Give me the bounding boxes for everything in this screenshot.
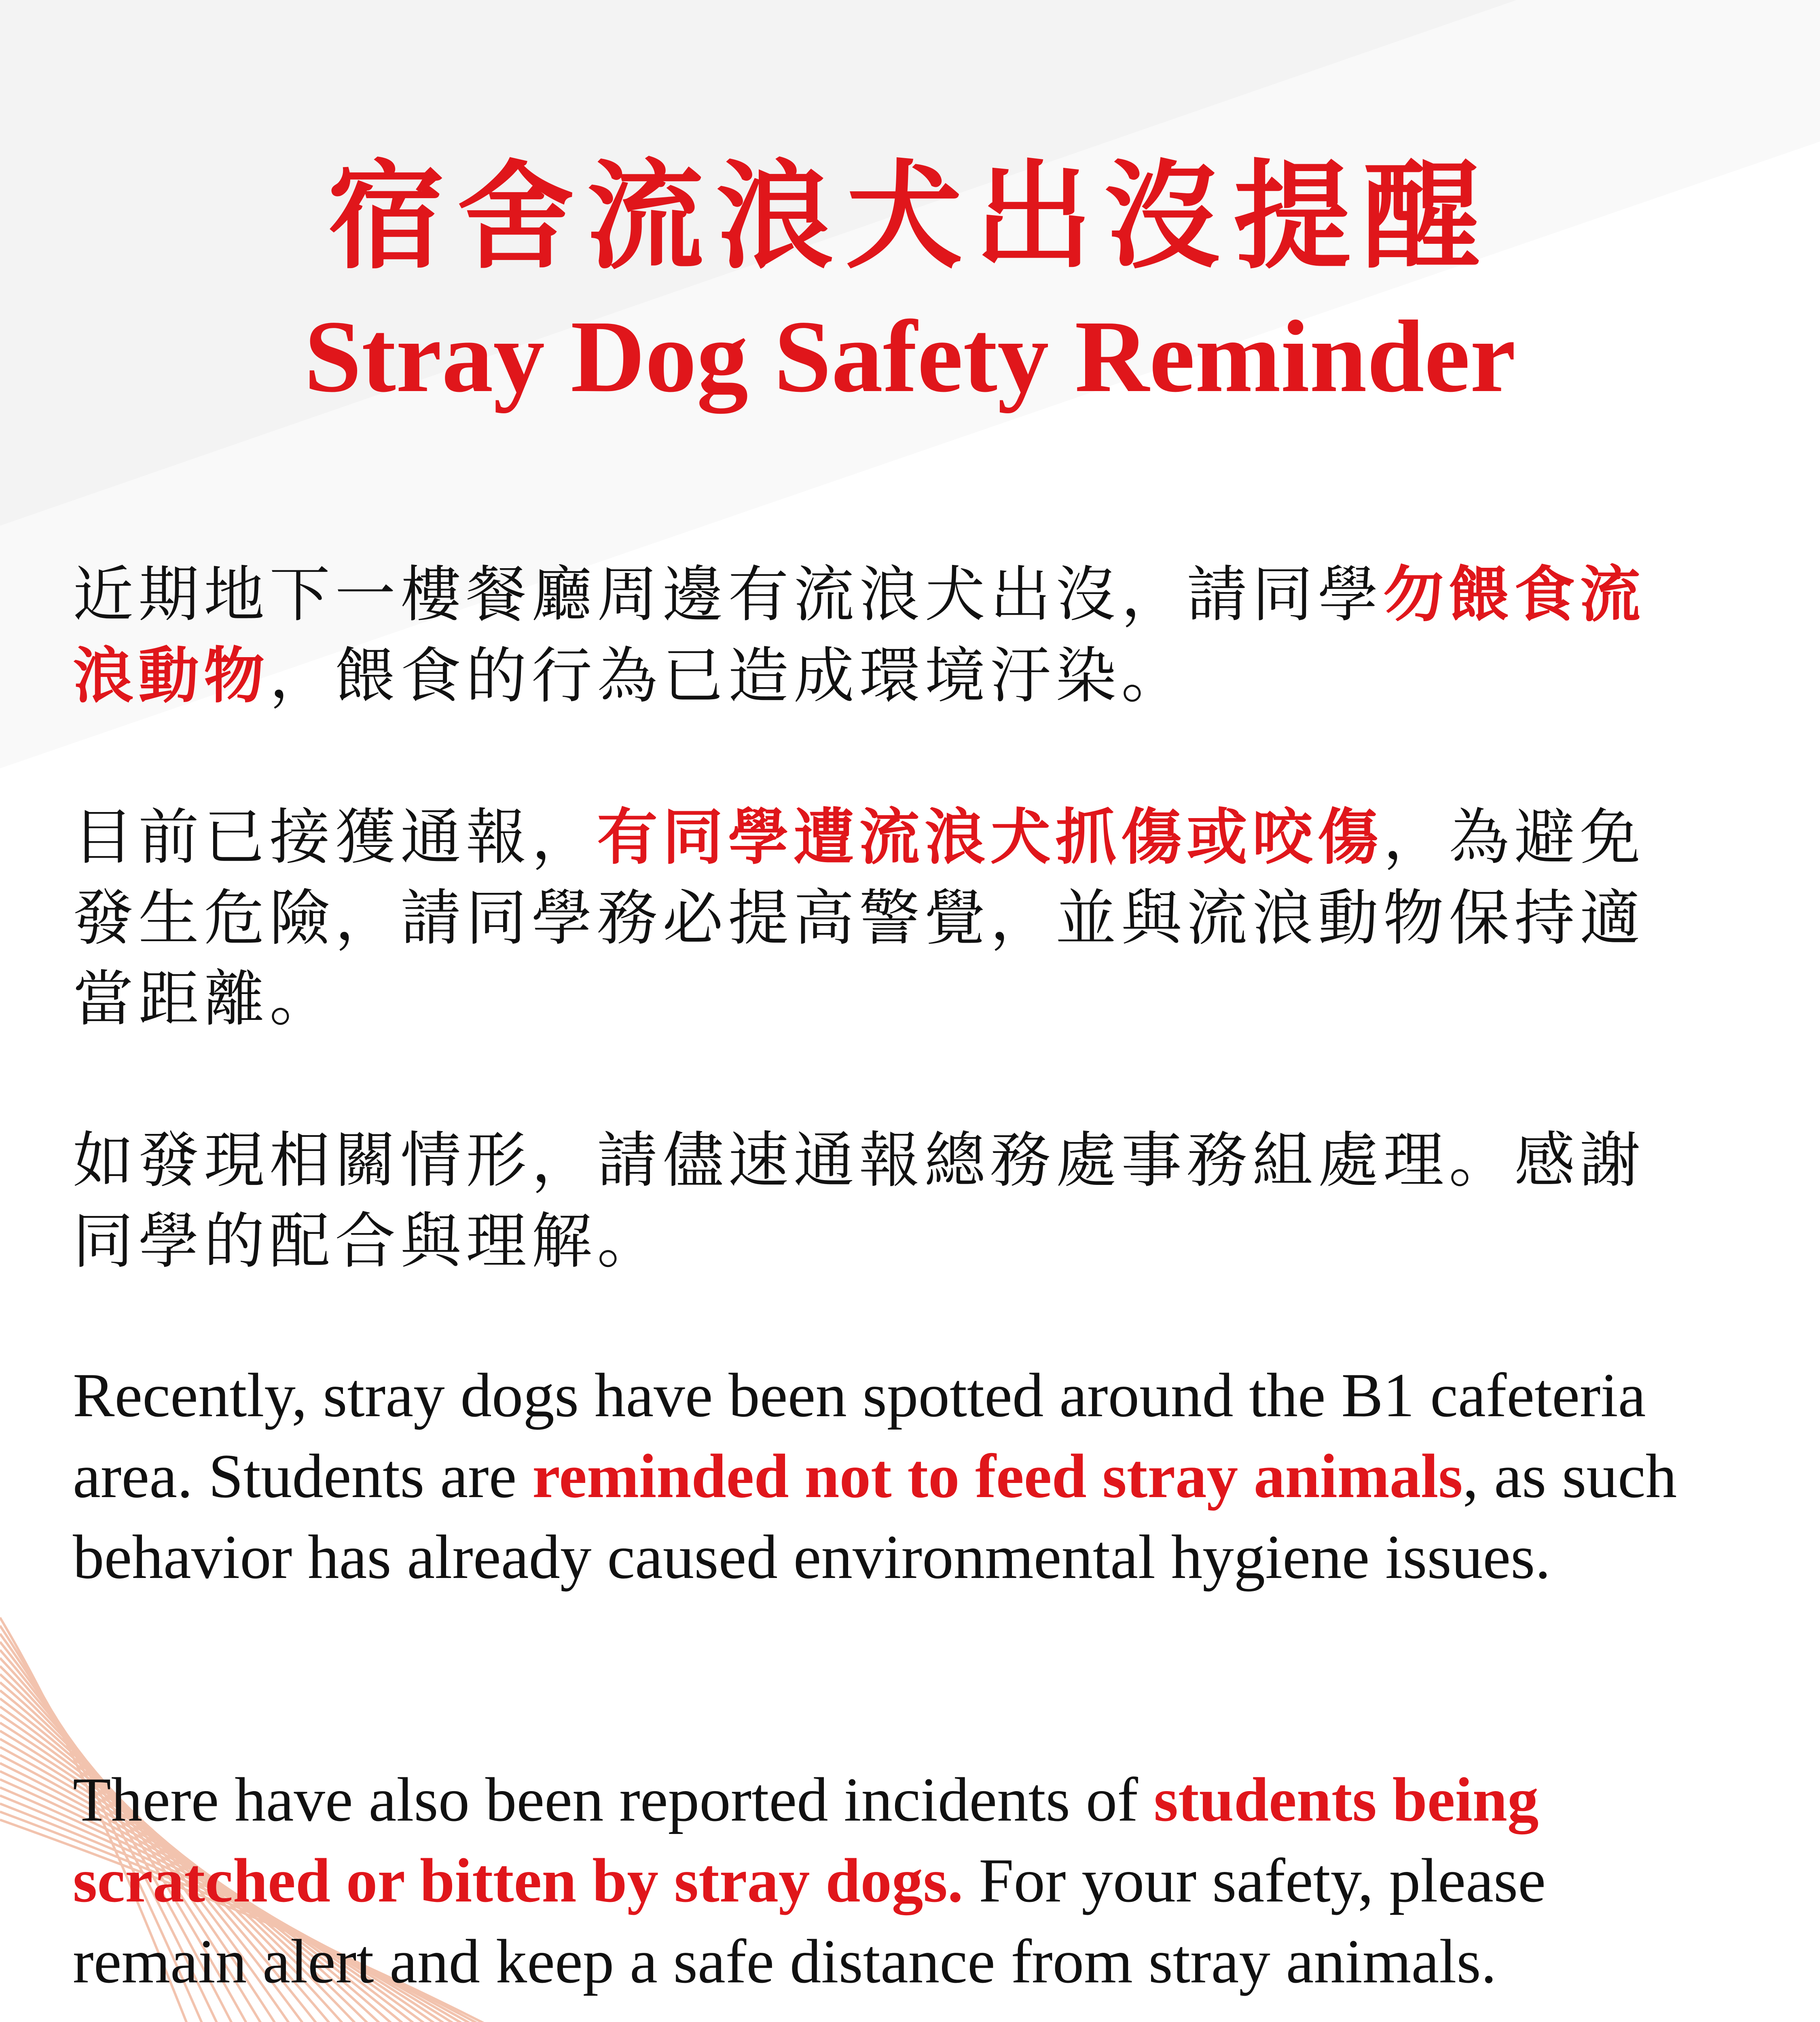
en-p1-highlight: reminded not to feed stray animals — [532, 1441, 1463, 1511]
zh-p2-text-after: ，為避免發生危險，請同學務必提高警覺，並與流浪動物保持適當距離。 — [73, 802, 1646, 1034]
en-p2-text: There have also been reported incidents of — [73, 1765, 1154, 1834]
en-p1-text: Recently, stray dogs have been spotted around the B1 cafeteria area. Students are — [73, 1360, 1646, 1511]
en-paragraph-1 — [73, 1355, 1707, 1597]
title-english: Stray Dog Safety Reminder — [304, 300, 1516, 414]
en-paragraph-2 — [73, 1759, 1707, 2002]
zh-paragraph-2 — [73, 797, 1707, 1040]
zh-p1-text: 近期地下一樓餐廳周邊有流浪犬出沒，請同學 — [73, 560, 1384, 630]
zh-p2-text: 目前已接獲通報， — [73, 802, 597, 873]
zh-paragraph-1 — [73, 554, 1707, 717]
zh-p1-text-after: ，餵食的行為已造成環境汙染。 — [269, 641, 1187, 711]
zh-p1-highlight: 勿餵食流浪動物 — [73, 559, 1646, 711]
en-p2-highlight: students being scratched or bitten by stray dogs. — [73, 1765, 1539, 1915]
title-chinese: 宿舍流浪犬出沒提醒 — [328, 148, 1492, 285]
zh-paragraph-3 — [73, 1120, 1707, 1282]
en-p1-text-after: , as such behavior has already caused environmental hygiene issues. — [73, 1441, 1677, 1592]
zh-p3-text: 如發現相關情形，請儘速通報總務處事務組處理。感謝同學的配合與理解。 — [73, 1125, 1646, 1277]
en-p2-text-after: For your safety, please remain alert and keep a safe distance from stray animals. — [73, 1846, 1546, 1996]
zh-p2-highlight: 有同學遭流浪犬抓傷或咬傷 — [597, 802, 1384, 873]
